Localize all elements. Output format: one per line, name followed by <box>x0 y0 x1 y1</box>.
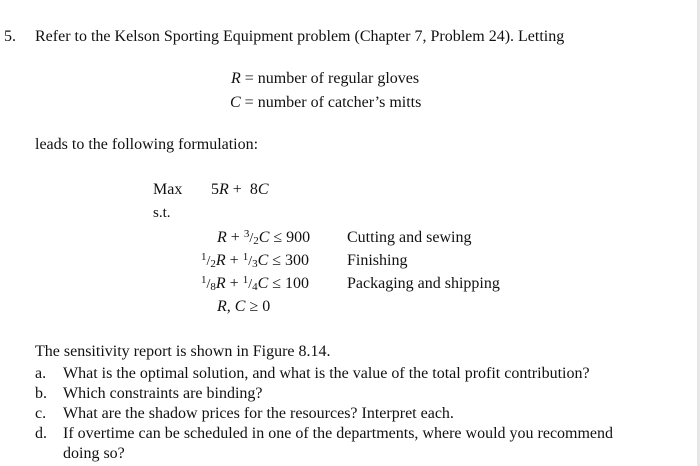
lead-text: leads to the following formulation: <box>35 136 259 153</box>
objective-label: Max <box>153 181 183 198</box>
question-d-text-continued: doing so? <box>63 445 125 462</box>
constraint-1-rhs: 900 <box>286 229 311 246</box>
objective-var-1: R <box>219 181 229 198</box>
constraint-3-fraction-r: 1/8 <box>201 274 216 293</box>
constraint-1-expression: R + 3/2C ≤ 900 <box>217 228 311 247</box>
question-d-text: If overtime can be scheduled in one of the departments, where would you recommend <box>63 425 614 442</box>
question-a-text: What is the optimal solution, and what is the value of the total profit contribution? <box>63 365 590 382</box>
objective-var-2: C <box>257 181 269 198</box>
question-c-letter: c. <box>35 405 47 422</box>
problem-number: 5. <box>4 28 16 45</box>
question-b-text: Which constraints are binding? <box>63 385 263 402</box>
constraint-2-fraction-c: 1/3 <box>242 251 258 270</box>
definition-r <box>231 71 419 87</box>
definition-c-text: = number of catcher’s mitts <box>240 94 422 111</box>
objective-function <box>211 182 268 198</box>
question-d-letter: d. <box>35 425 47 442</box>
question-a-letter: a. <box>35 365 47 382</box>
constraint-2-name: Finishing <box>347 252 408 269</box>
nonnegativity-constraint: R, C ≥ 0 <box>217 298 271 315</box>
objective-op: + <box>228 181 250 198</box>
variable-c: C <box>230 94 241 111</box>
constraint-2-expression: 1/2R + 1/3C ≤ 300 <box>201 251 310 270</box>
variable-r: R <box>231 70 241 87</box>
constraint-2-fraction-r: 1/2 <box>201 251 216 270</box>
constraint-3-name: Packaging and shipping <box>347 275 500 292</box>
definition-c <box>230 95 421 111</box>
constraint-1-fraction-c: 3/2 <box>243 228 259 247</box>
question-b-letter: b. <box>35 385 47 402</box>
constraint-1-name: Cutting and sewing <box>347 229 472 246</box>
constraint-3-rhs: 100 <box>285 275 310 292</box>
problem-intro: Refer to the Kelson Sporting Equipment problem (Chapter 7, Problem 24). Letting <box>35 28 565 45</box>
constraint-3-expression: 1/8R + 1/4C ≤ 100 <box>201 274 310 293</box>
subject-to-label: s.t. <box>153 205 171 221</box>
report-line: The sensitivity report is shown in Figure 8.14. <box>35 343 331 360</box>
definition-r-text: = number of regular gloves <box>240 70 420 87</box>
constraint-2-rhs: 300 <box>285 252 310 269</box>
constraint-3-fraction-c: 1/4 <box>242 274 258 293</box>
question-c-text: What are the shadow prices for the resources? Interpret each. <box>63 405 454 422</box>
objective-coef-1: 5 <box>211 181 219 198</box>
objective-coef-2: 8 <box>249 181 258 198</box>
